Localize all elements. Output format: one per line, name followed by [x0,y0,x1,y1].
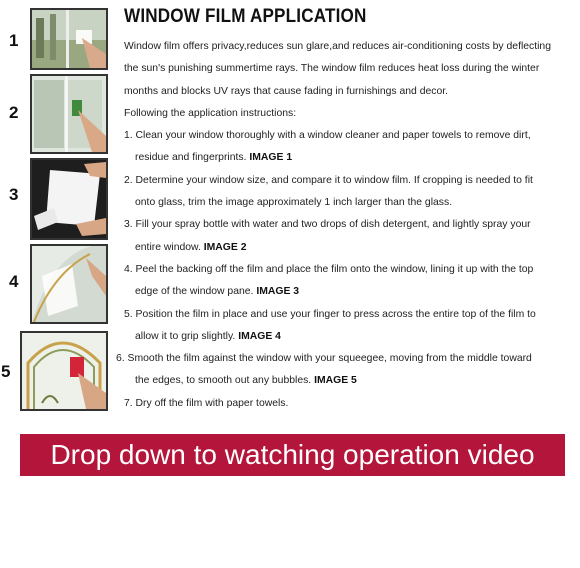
step-5-line-2: allow it to grip slightly. IMAGE 4 [135,330,281,342]
intro-line: months and blocks UV rays that cause fading in furnishings and decor. [124,85,449,97]
step-3-photo [30,158,108,240]
step-1-line-2: residue and fingerprints. IMAGE 1 [135,152,293,164]
step-2-line-2: onto glass, trim the image approximately 1 inch larger than the glass. [135,197,453,209]
step-4-line-1: 4. Peel the backing off the film and place the film onto the window, lining it up with the top [124,263,534,275]
step-1-line-1: 1. Clean your window thoroughly with a window cleaner and paper towels to remove dirt, [124,130,531,142]
step-5-line-1: 5. Position the film in place and use your finger to press across the entire top of the film to [124,308,536,320]
step-4-line-2: edge of the window pane. IMAGE 3 [135,286,300,298]
step-3-image-ref: IMAGE 2 [203,241,247,253]
video-banner[interactable]: Drop down to watching operation video [20,434,565,476]
step-number-5: 5 [1,362,11,381]
step-5-image-ref: IMAGE 4 [238,330,281,342]
step-6-line-2: the edges, to smooth out any bubbles. IMAGE 5 [135,375,357,387]
intro-line: Window film offers privacy,reduces sun glare,and reduces air-conditioning costs by deflecting [124,41,551,52]
step-number-3: 3 [9,185,19,204]
step-3-line-2: entire window. IMAGE 2 [135,241,247,253]
step-number-4: 4 [9,272,19,291]
step-number-1: 1 [9,31,19,50]
step-4-photo [30,244,108,324]
step-7-line-1: 7. Dry off the film with paper towels. [124,397,289,409]
step-1-image-ref: IMAGE 1 [249,152,293,164]
step-6-image-ref: IMAGE 5 [314,375,357,387]
step-number-2: 2 [9,103,19,122]
instructions-body [116,36,551,415]
step-4-image-ref: IMAGE 3 [256,286,300,298]
step-3-line-1: 3. Fill your spray bottle with water and two drops of dish detergent, and lightly spray your [124,219,531,231]
step-2-photo [30,74,108,154]
step-5-photo [20,331,108,411]
step-6-line-1: 6. Smooth the film against the window with your squeegee, moving from the middle toward [116,353,532,365]
step-2-line-1: 2. Determine your window size, and compare it to window film. If cropping is needed to fit [124,174,533,186]
step-1-photo [30,8,108,70]
intro-line: Following the application instructions: [124,107,297,119]
document-title: WINDOW FILM APPLICATION [124,6,367,27]
intro-line: the sun's punishing summertime rays. The window film reduces heat loss during the winter [124,63,540,75]
